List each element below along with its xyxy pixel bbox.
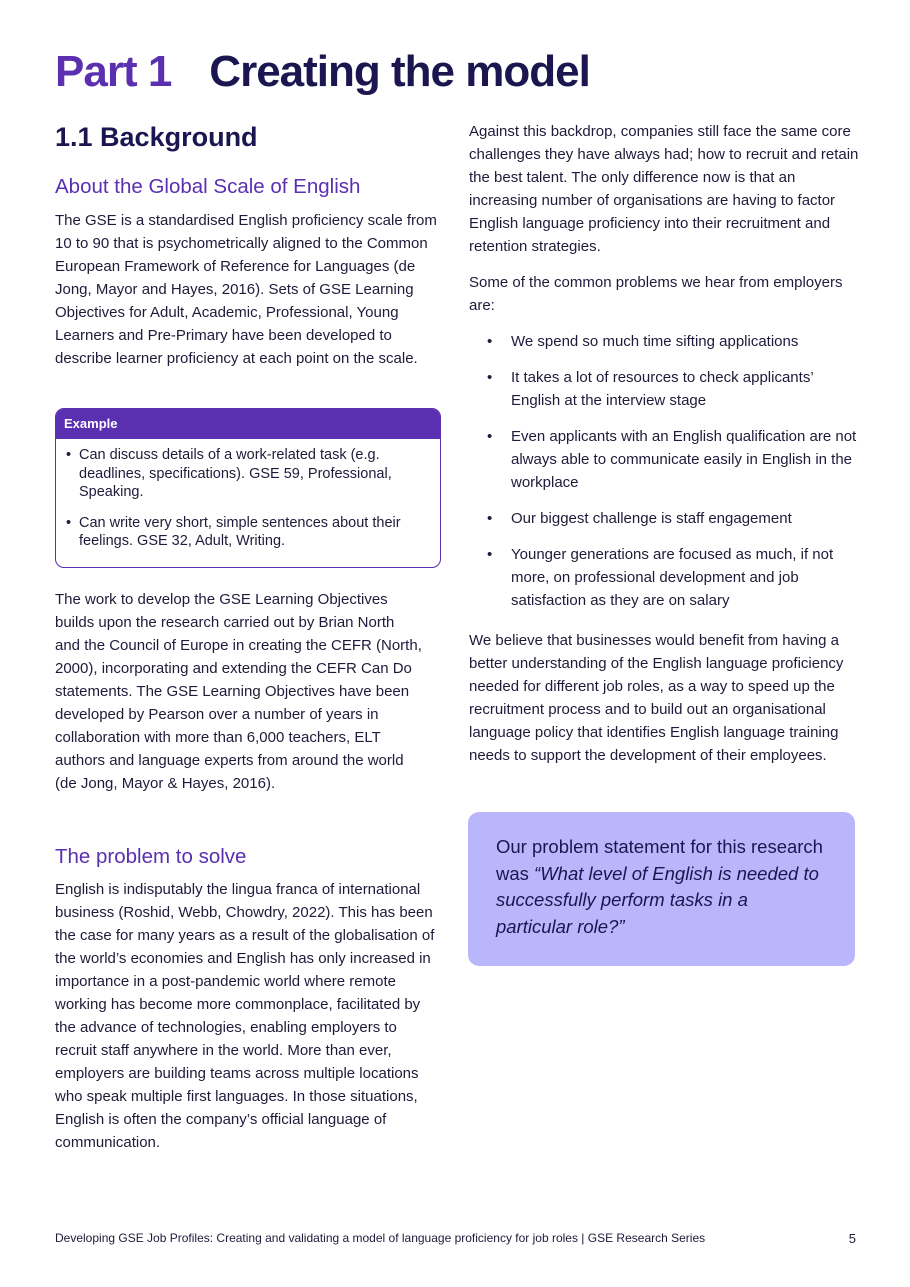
list-item bbox=[487, 425, 857, 494]
bullet-icon: • bbox=[487, 369, 493, 386]
section-heading: 1.1 Background bbox=[55, 122, 258, 152]
backdrop-paragraph: Against this backdrop, companies still face the same core challenges they have always had; how to recruit and retain the best talent. The only difference now is that an increasing number of organisations are having to factor English language proficiency into their recruitment and retention strategies. bbox=[469, 123, 859, 255]
list-item bbox=[487, 543, 857, 612]
quote-lead: Our problem statement for this research was bbox=[496, 836, 823, 884]
work-paragraph: The work to develop the GSE Learning Objectives builds upon the research carried out by Brian North and the Council of Europe in creating the CEFR (North, 2000), incorporating and extending the CEFR Can Do statements. The GSE Learning Objectives have been developed by Pearson over a number of years in collaboration with more than 6,000 teachers, ELT authors and language experts from around the world (de Jong, Mayor & Hayes, 2016). bbox=[55, 591, 422, 792]
part-label: Part 1 bbox=[55, 47, 172, 96]
bullet-icon: • bbox=[487, 546, 493, 563]
bullet-icon: • bbox=[487, 428, 493, 445]
list-item bbox=[487, 507, 857, 530]
page-number: 5 bbox=[848, 1231, 856, 1246]
quote-emphasis: “What level of English is needed to successfully perform tasks in a particular role?” bbox=[496, 862, 819, 937]
list-item-text: We spend so much time sifting applications bbox=[511, 333, 799, 350]
about-gse-heading: About the Global Scale of English bbox=[55, 175, 361, 198]
list-item bbox=[487, 330, 857, 353]
list-item-text: Younger generations are focused as much, if not more, on professional development and job satisfaction as they are on salary bbox=[511, 546, 834, 609]
footer-text: Developing GSE Job Profiles: Creating and validating a model of language proficiency for job roles | GSE Research Series bbox=[55, 1231, 706, 1245]
problems-list bbox=[487, 330, 857, 625]
page-title: Creating the model bbox=[209, 47, 590, 96]
example-item-text: Can discuss details of a work-related task (e.g. deadlines, specifications). GSE 59, Professional, Speaking. bbox=[79, 447, 392, 500]
example-item bbox=[66, 514, 430, 551]
problem-paragraph: English is indisputably the lingua franca of international business (Roshid, Webb, Chowdry, 2022). This has been the case for many years as a result of the globalisation of the world’s economies and English has only increased in importance in a post-pandemic world where remote working has become more commonplace, facilitated by the advance of technologies, enabling employers to recruit staff anywhere in the world. More than ever, employers are building teams across multiple locations who speak multiple first languages. In those situations, English is often the company’s official language of communication. bbox=[55, 881, 435, 1151]
problem-statement-callout bbox=[468, 812, 855, 966]
bullet-icon: • bbox=[487, 333, 493, 350]
benefits-paragraph: We believe that businesses would benefit from having a better understanding of the English language proficiency needed for different job roles, as a way to speed up the recruitment process and to build out an organisational language policy that identifies English language training needs to support the development of their employees. bbox=[469, 632, 844, 764]
example-label: Example bbox=[56, 409, 440, 439]
about-gse-paragraph: The GSE is a standardised English proficiency scale from 10 to 90 that is psychometrically aligned to the Common European Framework of Reference for Languages (de Jong, Mayor and Hayes, 2016). Sets of GSE Learning Objectives for Adult, Academic, Professional, Young Learners and Pre-Primary have been developed to describe learner proficiency at each point on the scale. bbox=[55, 212, 437, 367]
list-item-text: Our biggest challenge is staff engagement bbox=[511, 510, 792, 527]
example-item bbox=[66, 446, 430, 502]
part-heading bbox=[55, 44, 590, 100]
list-item-text: It takes a lot of resources to check applicants’ English at the interview stage bbox=[511, 369, 814, 409]
list-item-text: Even applicants with an English qualification are not always able to communicate easily in English in the workplace bbox=[511, 428, 857, 491]
example-list bbox=[56, 439, 440, 551]
page-footer bbox=[55, 1231, 860, 1245]
problem-heading: The problem to solve bbox=[55, 845, 247, 868]
example-box bbox=[55, 408, 441, 568]
problems-intro-paragraph: Some of the common problems we hear from employers are: bbox=[469, 274, 843, 314]
bullet-icon: • bbox=[66, 447, 72, 463]
list-item bbox=[487, 366, 857, 412]
bullet-icon: • bbox=[487, 510, 493, 527]
bullet-icon: • bbox=[66, 514, 72, 531]
problem-statement-text bbox=[496, 834, 827, 940]
example-item-text: Can write very short, simple sentences about their feelings. GSE 32, Adult, Writing. bbox=[79, 514, 401, 549]
